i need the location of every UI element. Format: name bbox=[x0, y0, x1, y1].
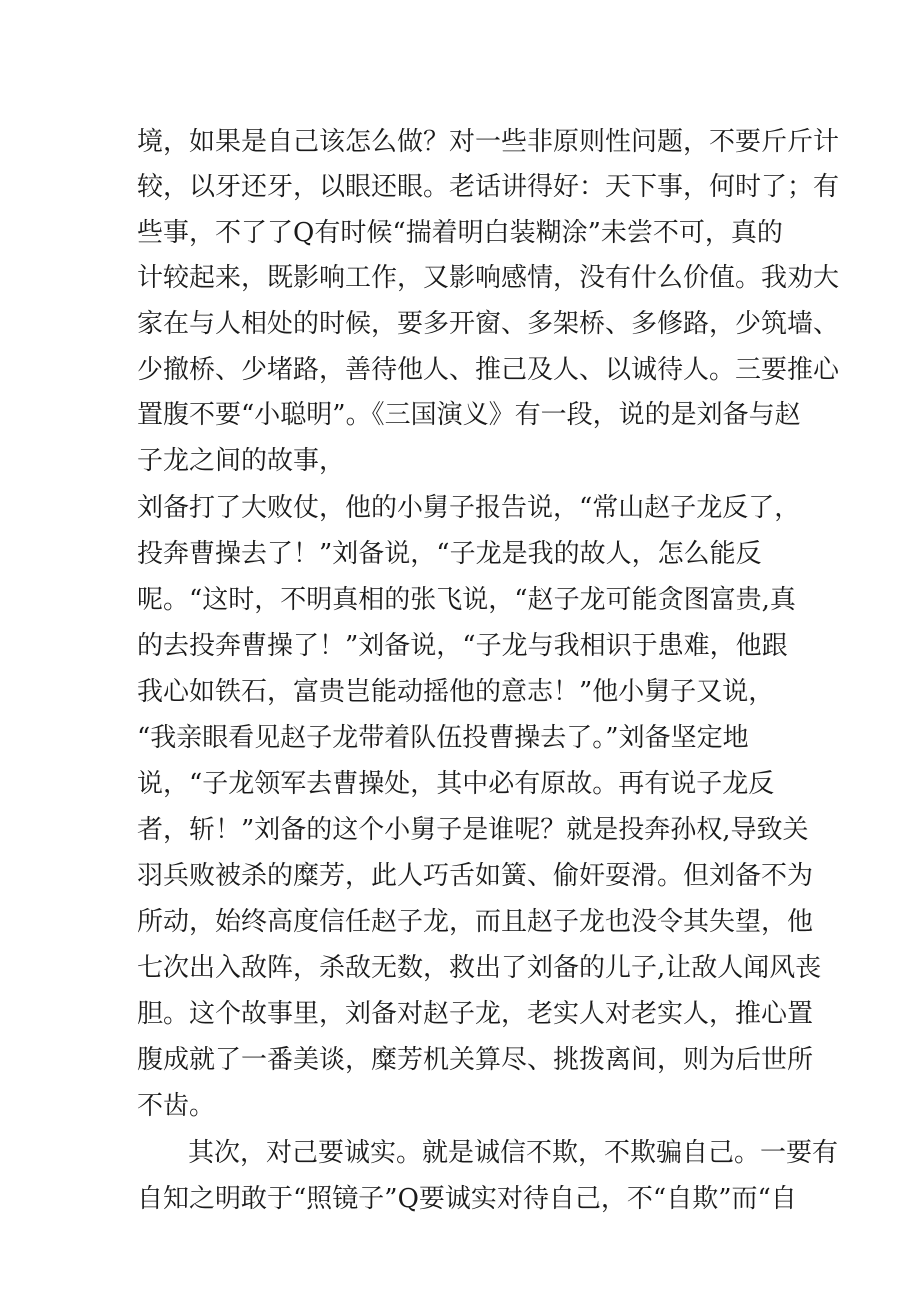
text-line-23: 其次，对己要诚实。就是诚信不欺，不欺骗自己。一要有 bbox=[188, 1138, 839, 1168]
text-line-6: 少撤桥、少堵路，善待他人、推己及人、以诚待人。三要推心 bbox=[137, 355, 840, 385]
text-line-14: “我亲眼看见赵子龙带着队伍投曹操去了。”刘备坚定地 bbox=[137, 723, 749, 753]
text-line-21: 腹成就了一番美谈，糜芳机关算尽、挑拨离间，则为后世所 bbox=[137, 1045, 814, 1075]
text-line-18: 所动，始终高度信任赵子龙，而且赵子龙也没令其失望，他 bbox=[137, 907, 814, 937]
text-line-17: 羽兵败被杀的糜芳，此人巧舌如簧、偷奸耍滑。但刘备不为 bbox=[137, 861, 814, 891]
text-line-4: 计较起来，既影响工作，又影响感情，没有什么价值。我劝大 bbox=[137, 263, 840, 293]
text-line-3: 些事，不了了Q有时候“揣着明白装糊涂”未尝不可，真的 bbox=[137, 218, 783, 248]
text-line-5: 家在与人相处的时候，要多开窗、多架桥、多修路，少筑墙、 bbox=[137, 309, 840, 339]
text-line-8: 子龙之间的故事， bbox=[137, 446, 346, 476]
text-line-12: 的去投奔曹操了！”刘备说，“子龙与我相识于患难，他跟 bbox=[137, 631, 788, 661]
text-line-7: 置腹不要“小聪明”。《三国演义》有一段，说的是刘备与赵 bbox=[137, 400, 801, 430]
text-line-24: 自知之明敢于“照镜子”Q要诚实对待自己，不“自欺”而“自 bbox=[137, 1184, 797, 1214]
text-line-20: 胆。这个故事里，刘备对赵子龙，老实人对老实人，推心置 bbox=[137, 999, 814, 1029]
text-line-19: 七次出入敌阵，杀敌无数，救出了刘备的儿子,让敌人闻风丧 bbox=[137, 953, 822, 983]
text-line-16: 者，斩！”刘备的这个小舅子是谁呢？就是投奔孙权,导致关 bbox=[137, 815, 809, 845]
text-line-22: 不齿。 bbox=[137, 1091, 216, 1121]
text-line-9: 刘备打了大败仗，他的小舅子报告说，“常山赵子龙反了， bbox=[137, 493, 801, 523]
text-line-13: 我心如铁石，富贵岂能动摇他的意志！”他小舅子又说， bbox=[137, 677, 775, 707]
text-line-15: 说，“子龙领军去曹操处，其中必有原故。再有说子龙反 bbox=[137, 769, 775, 799]
text-line-10: 投奔曹操去了！”刘备说，“子龙是我的故人，怎么能反 bbox=[137, 539, 762, 569]
text-line-2: 较，以牙还牙，以眼还眼。老话讲得好：天下事，何时了；有 bbox=[137, 172, 840, 202]
text-line-1: 境，如果是自己该怎么做？对一些非原则性问题，不要斤斤计 bbox=[137, 127, 840, 157]
text-line-11: 呢。“这时，不明真相的张飞说，“赵子龙可能贪图富贵,真 bbox=[137, 585, 796, 615]
